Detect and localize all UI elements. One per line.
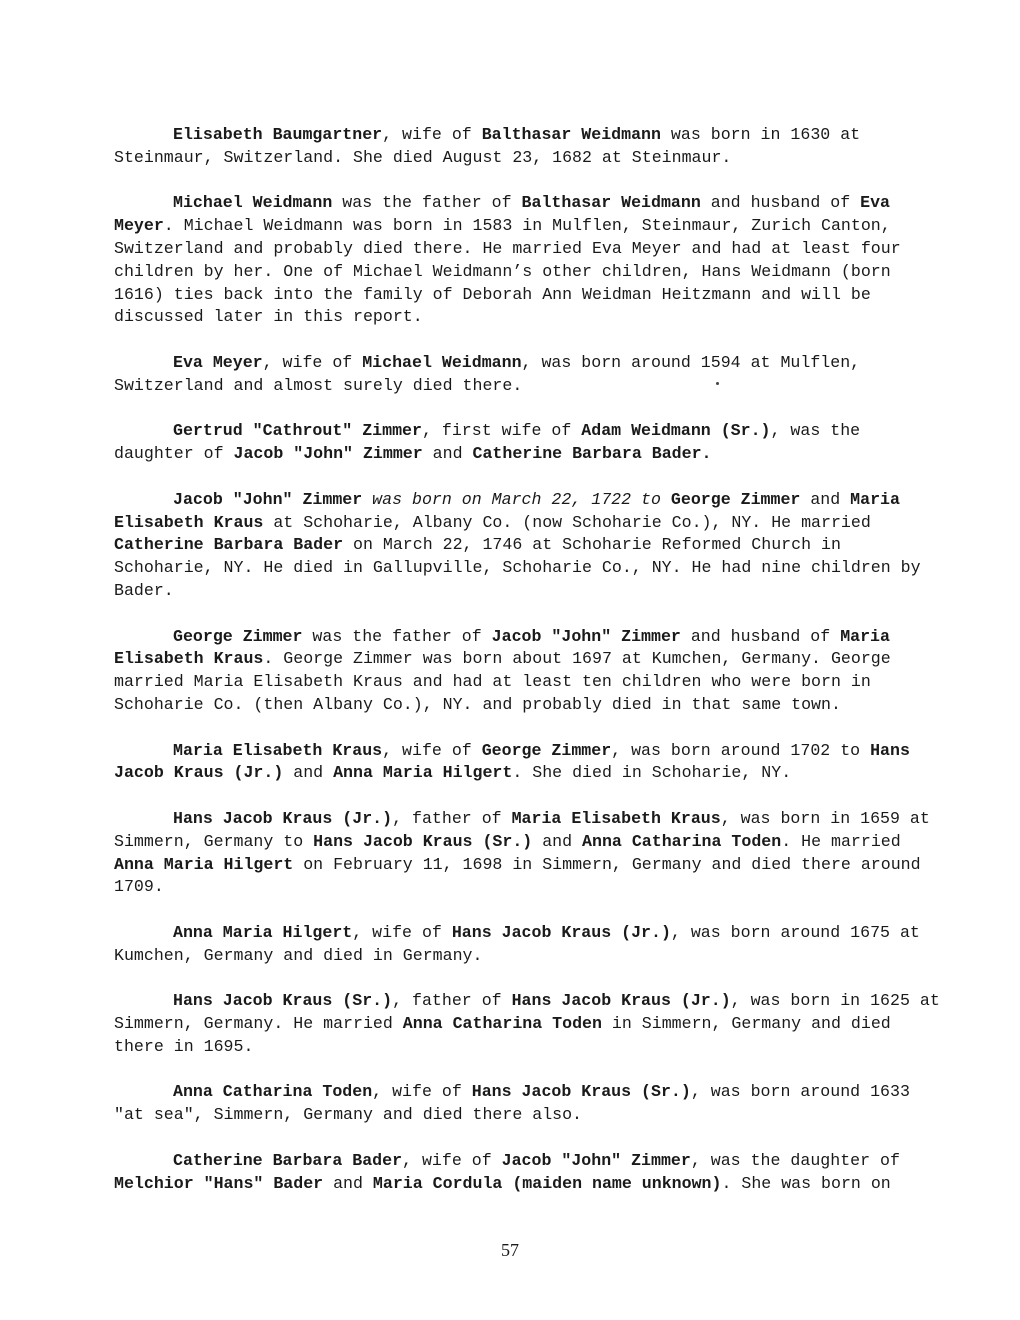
bold-name: Michael Weidmann [173,193,333,213]
bold-name: Catherine Barbara Bader [173,1150,403,1170]
document-body [114,124,944,1218]
paragraph [114,420,944,466]
bold-name: Elisabeth Baumgartner [173,125,383,144]
paragraph [114,990,944,1058]
text-segment: , first wife of [421,421,582,441]
bold-name: Michael Weidmann [362,352,522,372]
bold-name: Anna Catharina Toden [402,1014,602,1034]
text-segment: , wife of [382,125,482,144]
text-segment: . He married [781,831,901,851]
text-segment: on March 22, 1746 at Schoharie Reformed Church in Schoharie, NY. He died in Gallupville, Schoharie Co., NY. He had nine children by Bader. [114,535,921,600]
text-segment: and [800,489,851,509]
paragraph [114,192,944,329]
bold-name: George Zimmer [173,626,303,646]
bold-name: Hans Jacob Kraus (Sr.) [173,991,393,1011]
text-segment: was the father of [332,193,522,213]
bold-name: Hans Jacob Kraus (Sr.) [471,1082,691,1102]
bold-name: Eva Meyer [114,193,890,236]
bold-name: Eva Meyer [173,352,263,372]
bold-name: Anna Maria Hilgert [333,763,513,783]
text-segment: , wife of [402,1150,502,1170]
text-segment: and husband of [700,193,861,213]
text-segment: , was born in 1625 at Simmern, Germany. He married [114,991,940,1034]
text-segment: was born in 1630 at Steinmaur, Switzerland. She died August 23, 1682 at Steinmaur. [114,125,861,167]
bold-name: George Zimmer [670,489,801,509]
bold-name: Maria Elisabeth Kraus [114,626,890,669]
text-segment: , wife of [262,352,363,372]
text-segment: , was the daughter of [114,421,861,464]
text-segment: . George Zimmer was born about 1697 at Kumchen, Germany. George married Maria Elisabeth Kraus and had at least ten children who were born in Schoharie Co. (then Albany Co.), NY. and probably died in that same town. [114,649,891,714]
bold-name: Gertrud "Cathrout" Zimmer [173,421,422,441]
paragraph [114,922,944,968]
text-segment: , wife of [382,740,482,760]
paragraph [114,808,944,899]
text-segment: was born on March 22, 1722 to [362,489,671,509]
text-segment: and [532,831,583,851]
text-segment: , was born around 1675 at Kumchen, Germany and died in Germany. [114,922,920,965]
text-segment: , wife of [372,1082,472,1102]
paragraph [114,124,944,170]
bold-name: Catherine Barbara Bader [114,535,344,555]
bold-name: Maria Cordula (maiden name unknown) [372,1173,722,1193]
text-segment: , wife of [352,922,452,942]
text-segment: , was born around 1702 to [611,740,871,760]
paragraph [114,1150,944,1196]
text-segment: and husband of [680,626,841,646]
text-segment: . She died in Schoharie, NY. [512,763,792,783]
text-segment: and [422,444,473,464]
paragraph [114,489,944,603]
bold-name: Hans Jacob Kraus (Jr.) [173,808,393,828]
stray-mark [716,382,719,385]
text-segment: , father of [392,808,512,828]
bold-name: Adam Weidmann (Sr.) [581,421,771,441]
bold-name: Anna Maria Hilgert [114,854,294,874]
text-segment: at Schoharie, Albany Co. (now Schoharie Co.), NY. He married [263,512,871,532]
bold-name: Anna Maria Hilgert [173,922,353,942]
bold-name: George Zimmer [481,740,612,760]
bold-name: Balthasar Weidmann [521,193,701,213]
paragraph [114,626,944,717]
bold-name: Anna Catharina Toden [582,831,782,851]
text-segment: was the father of [302,626,492,646]
text-segment: on February 11, 1698 in Simmern, Germany and died there around 1709. [114,854,921,897]
bold-name: Maria Elisabeth Kraus [511,808,721,828]
paragraph [114,740,944,786]
text-segment: . She was born on [721,1173,891,1193]
bold-name: Hans Jacob Kraus (Jr.) [451,922,671,942]
bold-name: Hans Jacob Kraus (Jr.) [511,991,731,1011]
text-segment: , was the daughter of [690,1150,900,1170]
bold-name: Melchior "Hans" Bader [114,1173,324,1193]
bold-name: Hans Jacob Kraus (Jr.) [114,740,910,783]
text-segment: , was born around 1633 "at sea", Simmern, Germany and died there also. [114,1082,910,1125]
text-segment: . Michael Weidmann was born in 1583 in Mulflen, Steinmaur, Zurich Canton, Switzerland and probably died there. He married Eva Meyer and had at least four children by her. One of Michael Weidmann’s other children, Hans Weidmann (born 1616) ties back into the family of Deborah Ann Weidman Heitzmann and will be discussed later in this report. [114,216,901,327]
text-segment: , was born in 1659 at Simmern, Germany to [114,808,930,851]
text-segment: , was born around 1594 at Mulflen, Switzerland and almost surely died there. [114,352,861,395]
bold-name: Maria Elisabeth Kraus [173,740,383,760]
bold-name: Jacob "John" Zimmer [501,1150,691,1170]
bold-name: Balthasar Weidmann [481,125,661,144]
paragraph [114,1081,944,1127]
page-number: 57 [501,1240,519,1260]
bold-name: Hans Jacob Kraus (Sr.) [313,831,533,851]
text-segment: and [283,763,334,783]
bold-name: Anna Catharina Toden [173,1082,373,1102]
bold-name: Jacob "John" Zimmer [491,626,681,646]
bold-name: Catherine Barbara Bader. [472,444,712,464]
bold-name: Jacob "John" Zimmer [173,489,363,509]
text-segment: , father of [392,991,512,1011]
bold-name: Jacob "John" Zimmer [233,444,423,464]
text-segment: in Simmern, Germany and died there in 1695. [114,1014,891,1056]
paragraph [114,352,944,398]
text-segment: and [323,1173,373,1193]
bold-name: Maria Elisabeth Kraus [114,489,900,532]
